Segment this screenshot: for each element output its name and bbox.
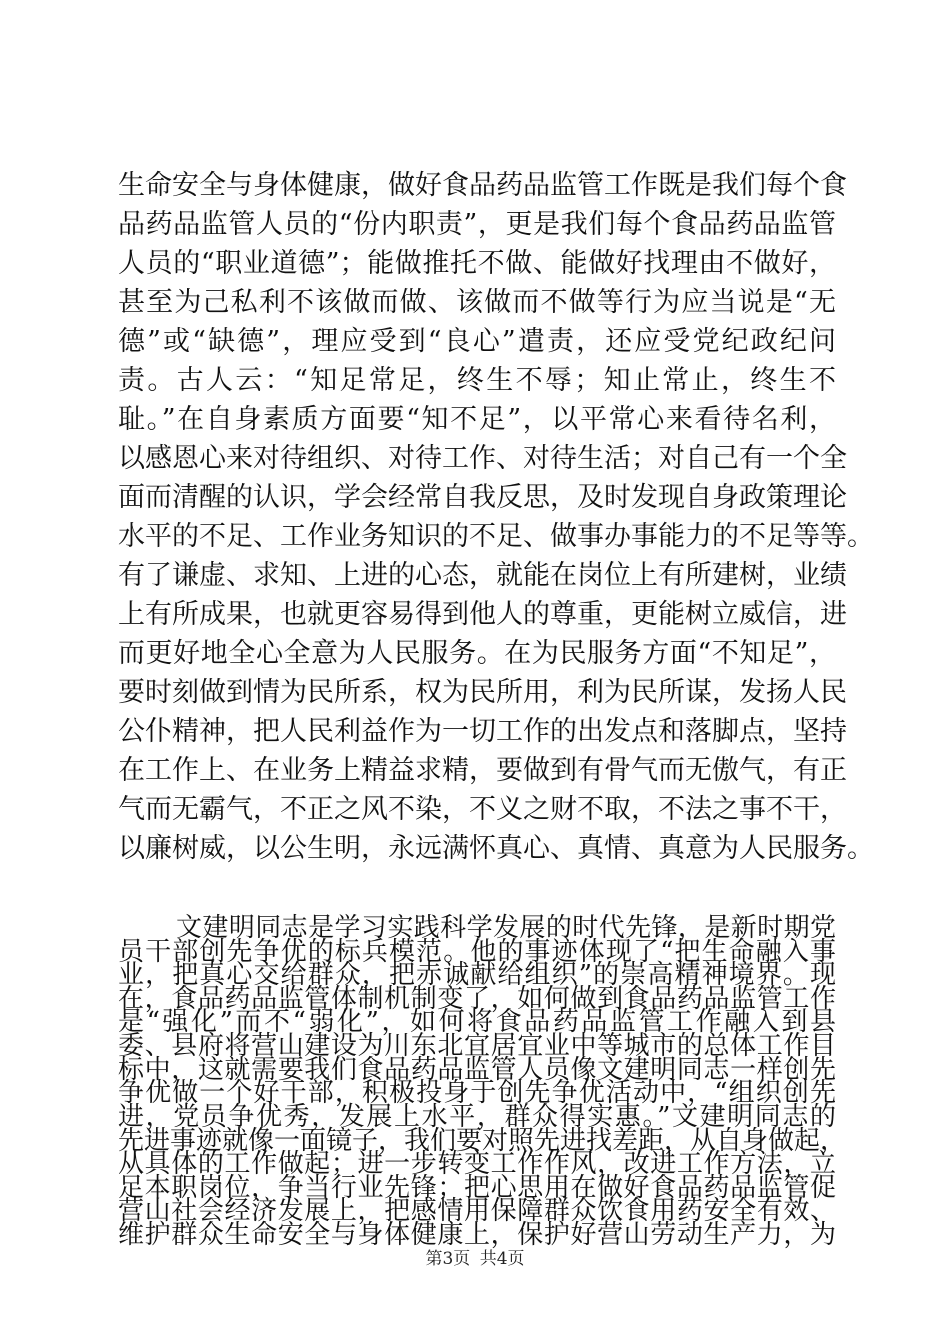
text-line: 有了谦虚、求知、上进的心态，就能在岗位上有所建树，业绩 [118, 560, 847, 591]
text-line: 甚至为己私利不该做而做、该做而不做等行为应当说是“无 [118, 287, 836, 318]
text-line: 人员的“职业道德”；能做推托不做、能做好找理由不做好， [118, 248, 836, 279]
text-line: 维护群众生命安全与身体健康上，保护好营山劳动生产力，为 [118, 1220, 836, 1250]
text-line: 员干部创先争优的标兵模范。他的事迹体现了“把生命融入事 [118, 937, 836, 967]
text-line: 要时刻做到情为民所系，权为民所用，利为民所谋，发扬人民 [118, 677, 847, 708]
text-line: 进，党员争优秀，发展上水平，群众得实惠。”文建明同志的 [118, 1102, 836, 1132]
text-line: 以感恩心来对待组织、对待工作、对待生活；对自己有一个全 [118, 443, 847, 474]
text-line: 营山社会经济发展上，把感情用保障群众饮食用药安全有效、 [118, 1196, 836, 1226]
text-line: 公仆精神，把人民利益作为一切工作的出发点和落脚点，坚持 [118, 716, 847, 747]
text-line: 在，食品药品监管体制机制变了，如何做到食品药品监管工作 [118, 984, 836, 1014]
page-total: 共4页 [479, 1249, 525, 1269]
text-line: 从具体的工作做起；进一步转变工作作风，改进工作方法，立 [118, 1149, 836, 1179]
text-line: 文建明同志是学习实践科学发展的时代先锋，是新时期党 [176, 913, 836, 943]
text-line: 是“强化”而不“弱化”，如何将食品药品监管工作融入到县 [118, 1007, 836, 1037]
text-line: 生命安全与身体健康，做好食品药品监管工作既是我们每个食 [118, 170, 847, 201]
text-line: 先进事迹就像一面镜子，我们要对照先进找差距，从自身做起， [118, 1126, 847, 1156]
text-line: 业，把真心交给群众，把赤诚献给组织”的崇高精神境界。现 [118, 960, 836, 990]
text-line: 以廉树威，以公生明，永远满怀真心、真情、真意为人民服务。 [118, 833, 874, 864]
text-line: 德”或“缺德”，理应受到“良心”遣责，还应受党纪政纪问 [118, 326, 836, 357]
text-line: 委、县府将营山建设为川东北宜居宜业中等城市的总体工作目 [118, 1031, 836, 1061]
text-line: 争优做一个好干部，积极投身于创先争优活动中，“组织创先 [118, 1078, 836, 1108]
text-line: 水平的不足、工作业务知识的不足、做事办事能力的不足等等。 [118, 521, 874, 552]
page-footer [0, 1248, 950, 1270]
text-line: 而更好地全心全意为人民服务。在为民服务方面“不知足”， [118, 638, 836, 669]
text-line: 标中，这就需要我们食品药品监管人员像文建明同志一样创先 [118, 1055, 836, 1085]
text-line: 足本职岗位，争当行业先锋；把心思用在做好食品药品监管促 [118, 1173, 836, 1203]
text-line: 品药品监管人员的“份内职责”，更是我们每个食品药品监管 [118, 209, 836, 240]
text-line: 面而清醒的认识，学会经常自我反思，及时发现自身政策理论 [118, 482, 847, 513]
text-line: 在工作上、在业务上精益求精，要做到有骨气而无傲气，有正 [118, 755, 847, 786]
text-line: 耻。”在自身素质方面要“知不足”，以平常心来看待名利， [118, 404, 836, 435]
text-line: 气而无霸气，不正之风不染，不义之财不取，不法之事不干， [118, 794, 847, 825]
page-number: 第3页 [425, 1249, 471, 1269]
text-line: 责。古人云：“知足常足，终生不辱；知止常止，终生不 [118, 365, 836, 396]
text-line: 上有所成果，也就更容易得到他人的尊重，更能树立威信，进 [118, 599, 847, 630]
